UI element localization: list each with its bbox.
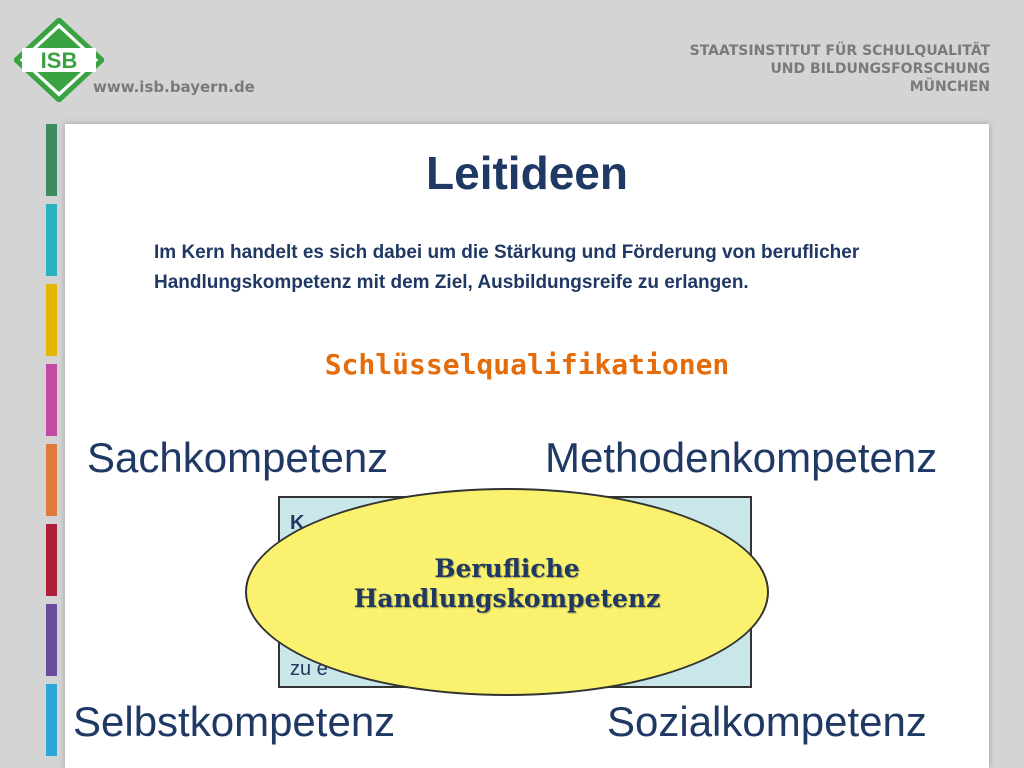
institute-line-3: MÜNCHEN: [909, 79, 990, 95]
competency-methoden: Methodenkompetenz: [545, 434, 938, 481]
logo-diamond-icon: [14, 18, 104, 102]
competency-sozial: Sozialkompetenz: [607, 698, 927, 745]
side-strip-4: [46, 364, 57, 436]
center-label-line-2: Handlungskompetenz: [353, 584, 661, 613]
institute-line-2: UND BILDUNGSFORSCHUNG: [770, 61, 990, 77]
subheading: Schlüsselqualifikationen: [324, 348, 730, 381]
center-label: [247, 554, 767, 614]
side-strip-6: [46, 524, 57, 596]
slide-canvas: [65, 124, 989, 768]
logo-text: ISB: [40, 48, 78, 73]
side-strip-3: [46, 284, 57, 356]
center-label-line-1: Berufliche: [434, 554, 580, 583]
center-ellipse: [245, 488, 769, 696]
website-url[interactable]: www.isb.bayern.de: [93, 78, 255, 96]
side-strip-8: [46, 684, 57, 756]
intro-text: Im Kern handelt es sich dabei um die Stärkung und Förderung von beruflicher Handlungskompetenz mit dem Ziel, Ausbildungsreife zu erlangen.: [154, 242, 860, 293]
institute-name: [690, 42, 990, 96]
competency-sach: Sachkompetenz: [87, 434, 389, 481]
side-strip-1: [46, 124, 57, 196]
isb-logo[interactable]: [14, 18, 104, 102]
side-strip-5: [46, 444, 57, 516]
slide-title: Leitideen: [426, 147, 628, 199]
side-strip-7: [46, 604, 57, 676]
box-text-top: K: [290, 512, 305, 534]
box-text-bottom: zu e: [290, 658, 328, 680]
competency-selbst: Selbstkompetenz: [73, 698, 396, 745]
institute-line-1: STAATSINSTITUT FÜR SCHULQUALITÄT: [689, 43, 990, 59]
side-strip-2: [46, 204, 57, 276]
